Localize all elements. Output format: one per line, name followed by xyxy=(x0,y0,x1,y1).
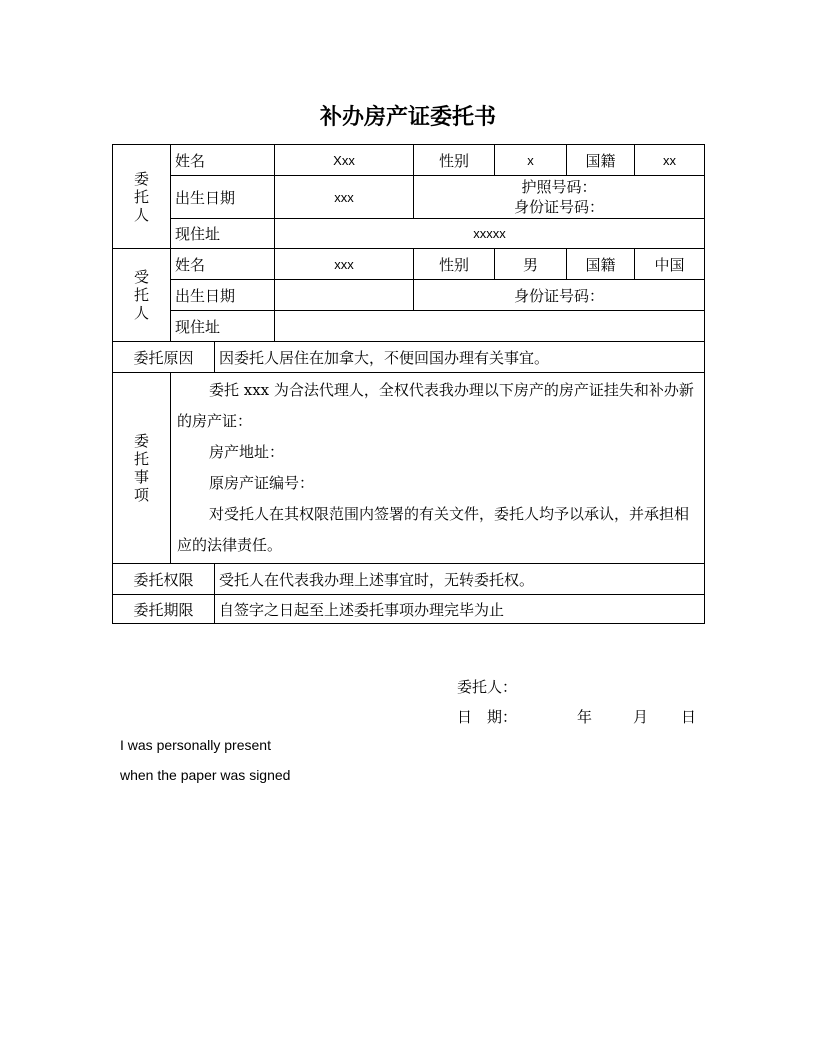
agent-birth-value xyxy=(275,280,414,311)
date-label: 日 期： xyxy=(457,708,518,726)
signature-date-line xyxy=(457,706,697,726)
authority-label: 委托权限 xyxy=(113,564,215,595)
agent-address-value xyxy=(275,311,705,342)
principal-address-label: 现住址 xyxy=(171,219,275,249)
principal-address-value: xxxxx xyxy=(275,219,705,249)
agent-name-value: xxx xyxy=(275,249,414,280)
agent-section-label: 受 托 人 xyxy=(113,249,171,342)
principal-name-label: 姓名 xyxy=(171,145,275,176)
agent-gender-label: 性别 xyxy=(414,249,495,280)
matters-paragraph-2: 对受托人在其权限范围内签署的有关文件，委托人均予以承认，并承担相应的法律责任。 xyxy=(177,505,690,554)
year-label: 年 xyxy=(577,708,593,726)
document-title: 补办房产证委托书 xyxy=(319,105,496,130)
month-label: 月 xyxy=(633,708,649,726)
handwritten-note-line-1: I was personally present xyxy=(120,737,271,753)
principal-section-label: 委 托 人 xyxy=(113,145,171,249)
agent-nationality-label: 国籍 xyxy=(567,249,635,280)
reason-text: 因委托人居住在加拿大，不便回国办理有关事宜。 xyxy=(215,342,705,373)
authority-text: 受托人在代表我办理上述事宜时，无转委托权。 xyxy=(215,564,705,595)
principal-gender-value: x xyxy=(495,145,567,176)
principal-nationality-value: xx xyxy=(635,145,705,176)
principal-nationality-label: 国籍 xyxy=(567,145,635,176)
agent-birth-row xyxy=(113,280,705,311)
matters-section-label: 委 托 事 项 xyxy=(113,373,171,564)
principal-birth-row xyxy=(113,176,705,219)
principal-id-cell xyxy=(414,176,705,219)
authority-row xyxy=(113,564,705,595)
day-label: 日 xyxy=(681,708,697,726)
principal-passport-label: 护照号码： xyxy=(521,178,597,196)
agent-gender-value: 男 xyxy=(495,249,567,280)
agent-nationality-value: 中国 xyxy=(635,249,705,280)
matters-paragraph-1: 委托 xxx 为合法代理人，全权代表我办理以下房产的房产证挂失和补办新的房产证： xyxy=(177,381,694,430)
agent-name-row xyxy=(113,249,705,280)
reason-label: 委托原因 xyxy=(113,342,215,373)
original-cert-number-line: 原房产证编号： xyxy=(209,474,315,492)
principal-name-value: Xxx xyxy=(275,145,414,176)
property-address-line: 房产地址： xyxy=(209,443,285,461)
principal-signature-line: 委托人： xyxy=(457,678,518,696)
agent-address-row xyxy=(113,311,705,342)
authorization-form-table xyxy=(112,144,705,624)
handwritten-note-line-2: when the paper was signed xyxy=(120,767,291,783)
reason-row xyxy=(113,342,705,373)
agent-address-label: 现住址 xyxy=(171,311,275,342)
period-row xyxy=(113,595,705,624)
principal-birth-label: 出生日期 xyxy=(171,176,275,219)
period-label: 委托期限 xyxy=(113,595,215,624)
agent-id-label: 身份证号码： xyxy=(414,280,705,311)
matters-row xyxy=(113,373,705,564)
principal-gender-label: 性别 xyxy=(414,145,495,176)
agent-name-label: 姓名 xyxy=(171,249,275,280)
principal-name-row xyxy=(113,145,705,176)
principal-birth-value: xxx xyxy=(275,176,414,219)
period-text: 自签字之日起至上述委托事项办理完毕为止 xyxy=(215,595,705,624)
principal-address-row xyxy=(113,219,705,249)
principal-id-label: 身份证号码： xyxy=(514,198,605,216)
agent-birth-label: 出生日期 xyxy=(171,280,275,311)
matters-content xyxy=(171,373,705,564)
